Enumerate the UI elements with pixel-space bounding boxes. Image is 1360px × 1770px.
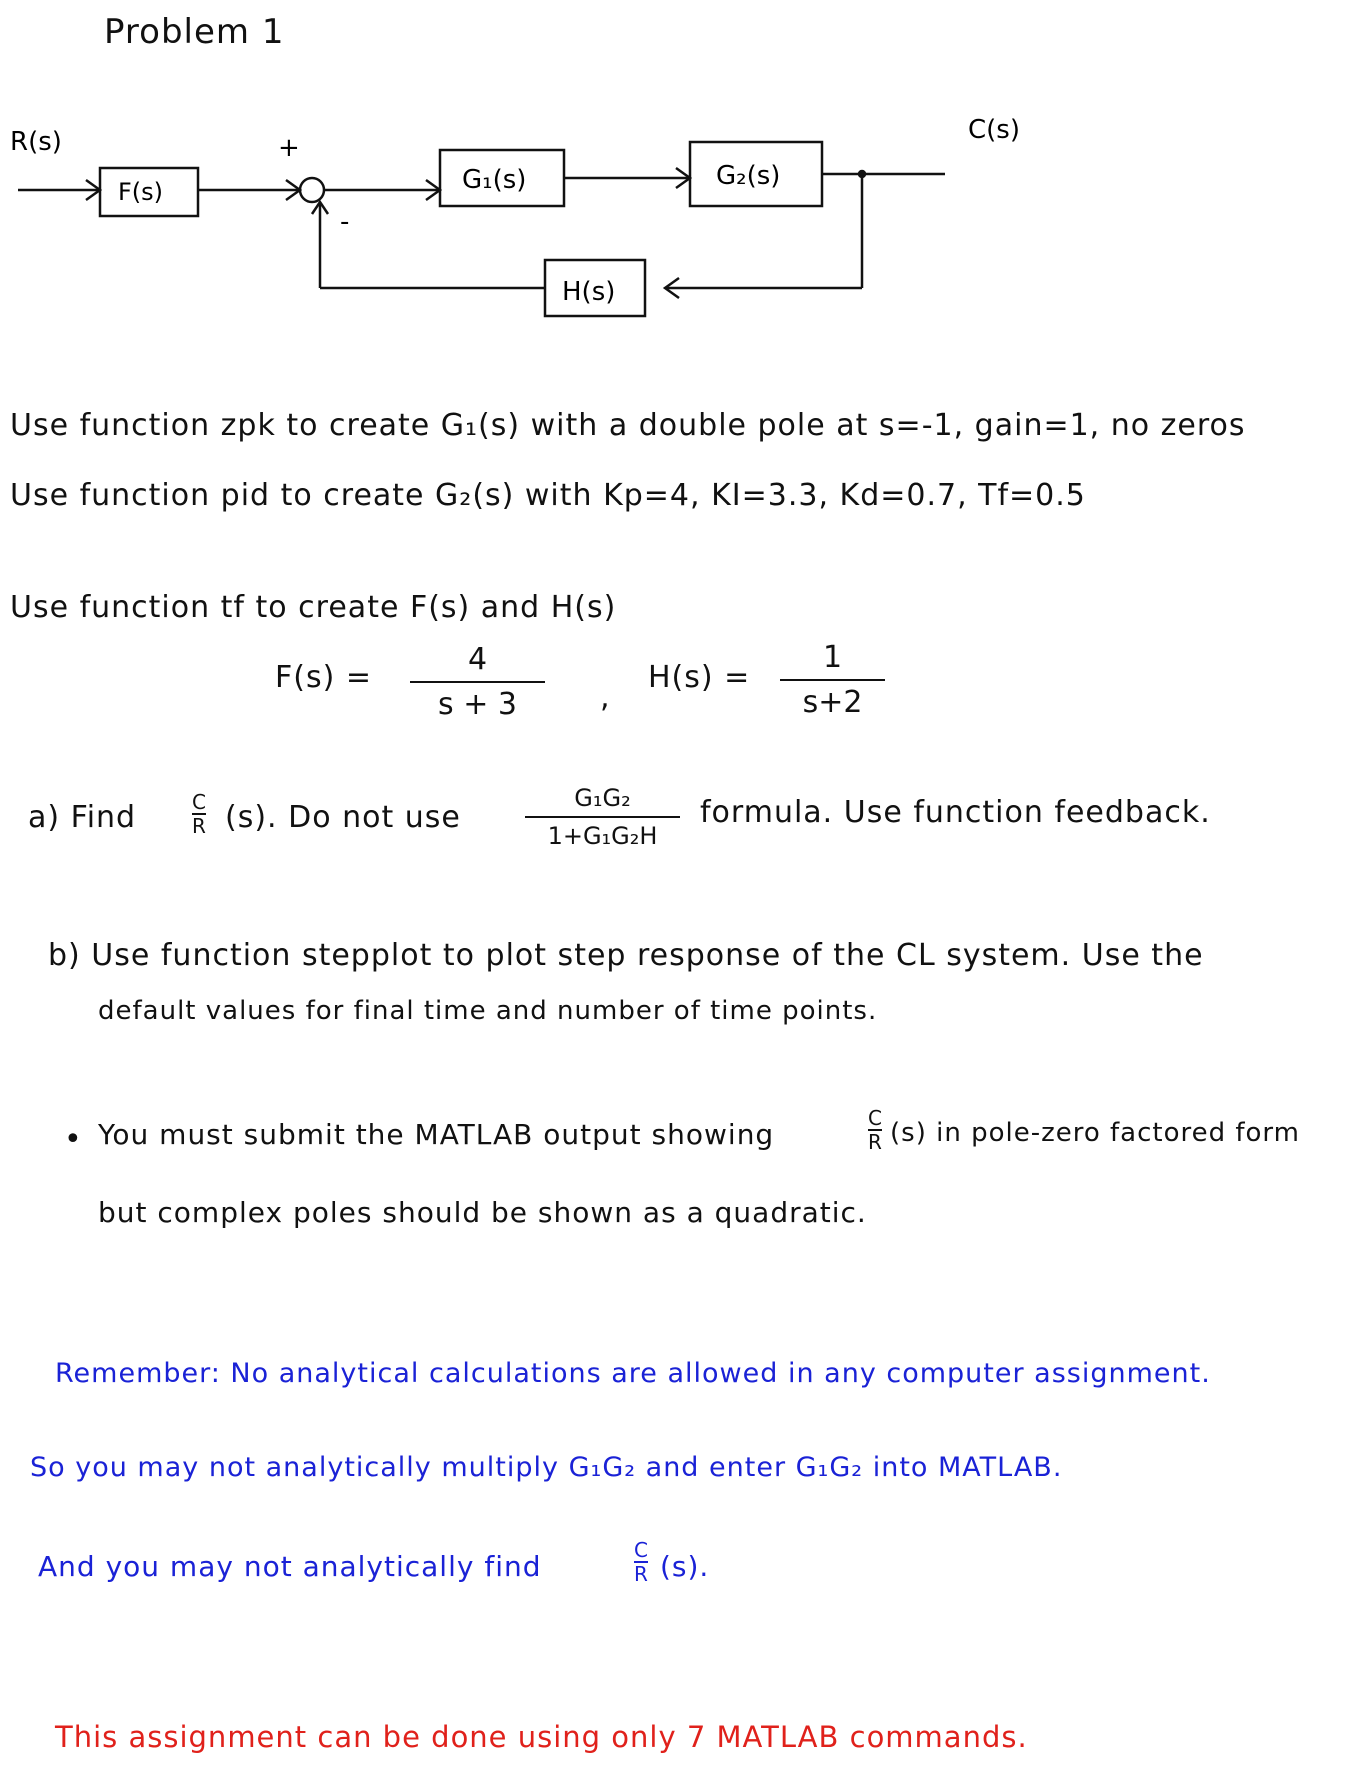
- instruction-pid: Use function pid to create G₂(s) with Kp=4, KI=3.3, Kd=0.7, Tf=0.5: [10, 478, 1086, 513]
- remember-cr-denominator: R: [634, 1562, 648, 1586]
- input-label: R(s): [10, 127, 62, 157]
- plus-sign: +: [278, 133, 300, 163]
- summing-junction: [300, 178, 324, 202]
- f-denominator: s + 3: [438, 687, 517, 722]
- h-definition-label: H(s) =: [648, 660, 751, 695]
- block-diagram: [0, 100, 1360, 350]
- footer-note: This assignment can be done using only 7 MATLAB commands.: [55, 1720, 1028, 1754]
- h-denominator: s+2: [802, 685, 863, 720]
- cr-numerator: C: [192, 790, 206, 814]
- bullet-cr-denominator: R: [868, 1130, 882, 1154]
- instruction-tf: Use function tf to create F(s) and H(s): [10, 590, 617, 625]
- bullet-line2: but complex poles should be shown as a quadratic.: [98, 1196, 867, 1229]
- h-numerator: 1: [822, 640, 843, 675]
- block-h-label: H(s): [562, 277, 616, 307]
- remember-line3-a: And you may not analytically find: [38, 1550, 542, 1583]
- remember-line1: Remember: No analytical calculations are allowed in any computer assignment.: [55, 1358, 1211, 1389]
- cr-denominator: R: [192, 814, 206, 838]
- part-b-line2: default values for final time and number of time points.: [98, 996, 878, 1026]
- part-a-middle: (s). Do not use: [225, 800, 461, 835]
- part-a-suffix: formula. Use function feedback.: [700, 795, 1211, 830]
- instruction-zpk: Use function zpk to create G₁(s) with a double pole at s=-1, gain=1, no zeros: [10, 408, 1246, 443]
- formula-denominator: 1+G₁G₂H: [547, 822, 658, 850]
- remember-line3-b: (s).: [660, 1550, 710, 1583]
- bullet-line1-b: (s) in pole-zero factored form: [890, 1118, 1300, 1148]
- remember-cr-fraction: [634, 1540, 648, 1584]
- f-fraction: [410, 642, 545, 722]
- block-g2-label: G₂(s): [716, 161, 781, 191]
- part-a-prefix: a) Find: [28, 800, 137, 835]
- output-label: C(s): [968, 115, 1020, 145]
- page-title: Problem 1: [104, 12, 285, 52]
- bullet-dot: •: [64, 1122, 83, 1157]
- block-g1-label: G₁(s): [462, 165, 527, 195]
- part-b-line1: b) Use function stepplot to plot step response of the CL system. Use the: [48, 938, 1204, 973]
- part-a-cr-fraction: [192, 792, 206, 836]
- remember-cr-numerator: C: [634, 1538, 648, 1562]
- f-numerator: 4: [467, 642, 488, 677]
- bullet-cr-fraction: [868, 1108, 882, 1152]
- bullet-cr-numerator: C: [868, 1106, 882, 1130]
- bullet-line1-a: You must submit the MATLAB output showing: [98, 1118, 775, 1151]
- formula-numerator: G₁G₂: [574, 784, 631, 812]
- block-f-label: F(s): [118, 178, 164, 206]
- minus-sign: -: [340, 207, 350, 237]
- h-fraction: [780, 640, 885, 720]
- f-definition-label: F(s) =: [275, 660, 372, 695]
- separator-comma: ,: [600, 680, 611, 715]
- remember-line2: So you may not analytically multiply G₁G₂ and enter G₁G₂ into MATLAB.: [30, 1452, 1063, 1483]
- closed-loop-formula: [525, 784, 680, 850]
